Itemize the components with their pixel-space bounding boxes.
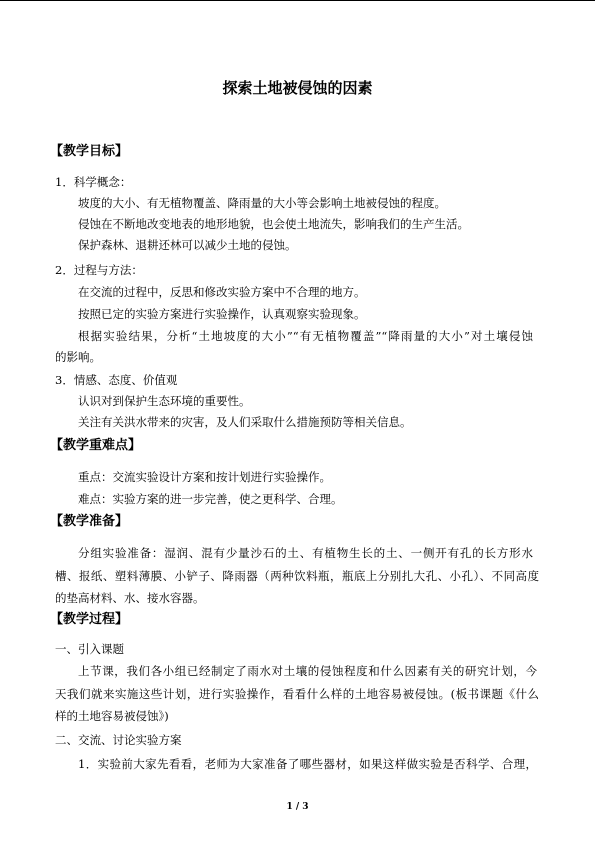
preparation-line: 分组实验准备：湿润、混有少量沙石的土、有植物生长的土、一侧开有孔的长方形水 <box>78 546 533 560</box>
goal-1-line: 坡度的大小、有无植物覆盖、降雨量的大小等会影响土地被侵蚀的程度。 <box>78 196 446 210</box>
goal-3-line: 认识对到保护生态环境的重要性。 <box>78 394 251 408</box>
goal-2-line: 的影响。 <box>55 350 101 364</box>
section-heading-key-points: 【教学重难点】 <box>50 438 142 453</box>
goal-1-line: 保护森林、退耕还林可以减少土地的侵蚀。 <box>78 238 297 252</box>
preparation-line: 槽、报纸、塑料薄膜、小铲子、降雨器（两种饮料瓶，瓶底上分别扎大孔、小孔）、不同高度 <box>55 569 539 583</box>
goal-1-label: 1．科学概念： <box>55 175 132 189</box>
process-part-2-label: 二、交流、讨论实验方案 <box>55 733 182 747</box>
goal-3-line: 关注有关洪水带来的灾害，及人们采取什么措施预防等相关信息。 <box>78 415 412 429</box>
process-part-1-line: 天我们就来实施这些计划，进行实验操作，看看什么样的土地容易被侵蚀。(板书课题《什么 <box>55 687 539 701</box>
key-point-line: 难点：实验方案的进一步完善，使之更科学、合理。 <box>78 492 343 506</box>
goal-2-line: 按照已定的实验方案进行实验操作，认真观察实验现象。 <box>78 307 366 321</box>
goal-2-line: 根据实验结果，分析“土地坡度的大小”“有无植物覆盖”“降雨量的大小”对土壤侵蚀 <box>78 329 533 343</box>
goal-3-label: 3．情感、态度、价值观 <box>55 373 178 387</box>
section-heading-goals: 【教学目标】 <box>50 144 129 159</box>
preparation-line: 的垫高材料、水、接水容器。 <box>55 591 205 605</box>
process-part-1-label: 一、引入课题 <box>55 642 124 656</box>
key-point-line: 重点：交流实验设计方案和按计划进行实验操作。 <box>78 470 331 484</box>
goal-2-label: 2．过程与方法： <box>55 263 143 277</box>
page-number: 1 / 3 <box>286 802 309 812</box>
process-part-2-line: 1．实验前大家先看看，老师为大家准备了哪些器材，如果这样做实验是否科学、合理， <box>78 757 537 771</box>
goal-1-line: 侵蚀在不断地改变地表的地形地貌，也会使土地流失，影响我们的生产生活。 <box>78 217 469 231</box>
page-title: 探索土地被侵蚀的因素 <box>222 79 373 97</box>
goal-2-line: 在交流的过程中，反思和修改实验方案中不合理的地方。 <box>78 285 366 299</box>
process-part-1-line: 上节课，我们各小组已经制定了雨水对土壤的侵蚀程度和什么因素有关的研究计划，今 <box>78 664 537 678</box>
section-heading-preparation: 【教学准备】 <box>50 514 129 529</box>
process-part-1-line: 样的土地容易被侵蚀》) <box>55 709 169 723</box>
section-heading-process: 【教学过程】 <box>50 612 129 627</box>
